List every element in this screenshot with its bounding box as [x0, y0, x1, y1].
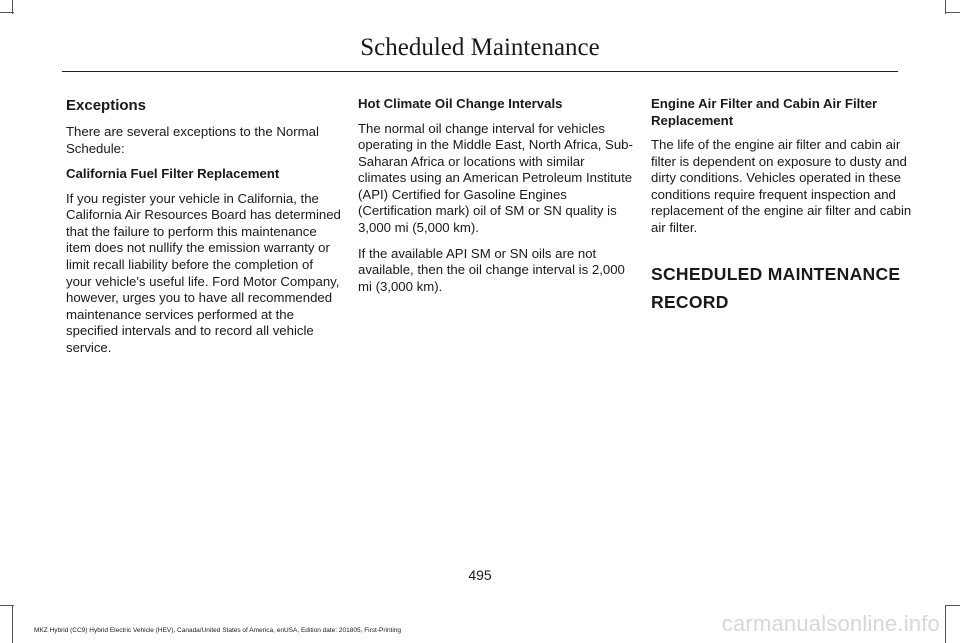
crop-mark: [0, 605, 14, 606]
crop-mark: [0, 12, 14, 13]
subheading-hot-climate: Hot Climate Oil Change Intervals: [358, 96, 563, 111]
section-heading-record-line2: RECORD: [651, 291, 729, 312]
page-number: 495: [468, 567, 492, 583]
section-heading-exceptions: Exceptions: [66, 97, 147, 114]
hot-climate-para-2: If the available API SM or SN oils are not available, then the oil change interval is 2,000 mi (3,000 km).: [358, 245, 625, 294]
crop-mark: [946, 605, 960, 606]
hot-climate-para-1: The normal oil change interval for vehicles operating in the Middle East, North Africa, Sub-Saharan Africa or locations with similar climates using an American Petroleum Institute (API) Certified for Gasoline Engines (Certification mark) oil of SM or SN quality is 3,000 mi (5,000 km).: [358, 120, 633, 236]
watermark: carmanualsonline.info: [721, 611, 940, 636]
column-middle: [358, 96, 633, 304]
subheading-fuel-filter: California Fuel Filter Replacement: [66, 166, 280, 182]
column-left: [66, 96, 341, 366]
fuel-filter-body: If you register your vehicle in California, the California Air Resources Board has determined that the failure to perform this maintenance item does not nullify the emission warranty or limit recall liability before the completion of your vehicle's useful life. Ford Motor Company, however, urges you to have all recommended maintenance services performed at the specified intervals and to record all vehicle service.: [66, 190, 341, 356]
subheading-air-filter: Engine Air Filter and Cabin Air Filter Replacement: [651, 96, 878, 128]
footer-edition-info: MKZ Hybrid (CC9) Hybrid Electric Vehicle (HEV), Canada/United States of America, enUSA, Edition date: 201805, First-Printing: [34, 627, 402, 634]
section-heading-record-line1: SCHEDULED MAINTENANCE: [651, 263, 901, 284]
header-divider: [62, 71, 898, 72]
exceptions-intro: There are several exceptions to the Normal Schedule:: [66, 124, 319, 156]
crop-mark: [12, 605, 13, 643]
crop-mark: [945, 605, 946, 643]
crop-mark: [946, 12, 960, 13]
page-title: Scheduled Maintenance: [360, 34, 600, 61]
air-filter-body: The life of the engine air filter and cabin air filter is dependent on exposure to dusty and dirty conditions. Vehicles operated in these conditions require frequent inspection and replacement of the engine air filter and cabin air filter.: [651, 137, 912, 235]
column-right: [651, 96, 927, 313]
